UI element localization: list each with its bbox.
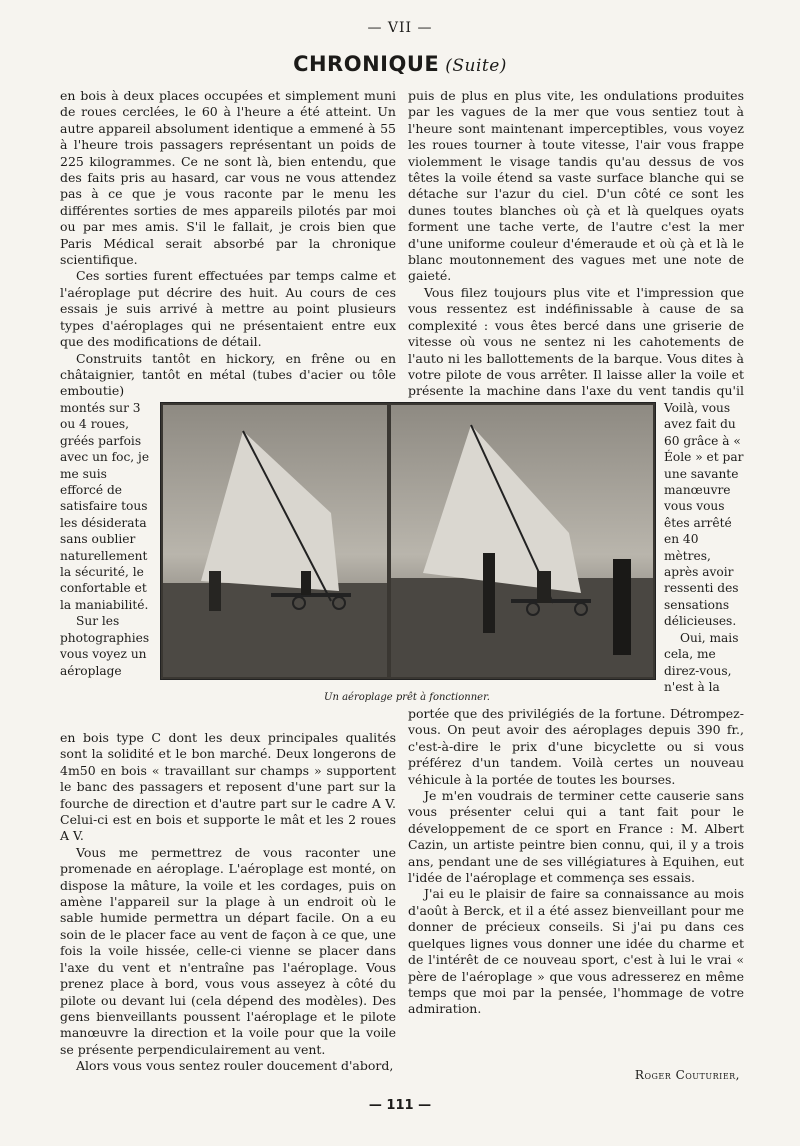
- paragraph: Ces sorties furent effectuées par temps calme et l'aéroplage put décrire des huit. Au cours de ces essais je suis arrivé à mettre au point plusieurs types d'aéroplages qui ne présentaient entre eux que des modifications de détail.: [60, 268, 396, 350]
- left-column-top: [60, 88, 396, 400]
- person-figure: [613, 559, 631, 655]
- left-narrow-column: [60, 400, 152, 679]
- person-figure: [537, 571, 551, 603]
- left-column-bottom: [60, 730, 396, 1075]
- right-photo: [391, 405, 653, 677]
- paragraph: en bois à deux places occupées et simplement muni de roues cerclées, le 60 à l'heure a été atteint. Un autre appareil absolument identique a emmené à 55 à l'heure trois passagers représentant un poids de 225 kilogrammes. Ce ne sont là, bien entendu, que des faits pris au hasard, car vous ne vous attendez pas à ce que je vous raconte par le menu les différentes sorties de mes appareils pilotés par moi ou par mes amis. S'il le fallait, je crois bien que Paris Médical serait absorbé par la chronique scientifique.: [60, 88, 396, 268]
- paragraph: Construits tantôt en hickory, en frêne ou en châtaignier, tantôt en métal (tubes d'acier ou tôle emboutie): [60, 350, 396, 399]
- left-photo: [163, 405, 387, 677]
- paragraph: en bois type C dont les deux principales qualités sont la solidité et le bon marché. Deux longerons de 4m50 en bois « travaillant sur champs » supportent le banc des passagers et reposent d'une part sur la fourche de direction et d'autre part sur le cadre A V. Celui-ci est en bois et supporte le mât et les 2 roues A V.: [60, 730, 396, 844]
- figure-caption: Un aéroplage prêt à fonctionner.: [324, 692, 490, 703]
- title-suffix: (Suite): [445, 56, 507, 76]
- right-column-top: [408, 88, 744, 416]
- paragraph: J'ai eu le plaisir de faire sa connaissance au mois d'août à Berck, et il a été assez bienveillant pour me donner de précieux conseils. Si j'ai pu dans ces quelques lignes vous donner une idée du charme et de l'intérêt de ce nouveau sport, c'est à lui le vrai « père de l'aéroplage » que vous adresserez en même temps que moi par la pensée, l'hommage de votre admiration.: [408, 886, 744, 1017]
- page-number: — 111 —: [368, 1098, 432, 1113]
- right-narrow-column: [664, 400, 744, 695]
- person-figure: [483, 553, 495, 633]
- photograph-figure: [160, 402, 656, 680]
- paragraph: Alors vous vous sentez rouler doucement d'abord,: [76, 1058, 394, 1074]
- author-signature: Roger Couturier,: [634, 1068, 740, 1082]
- photo-illustration: [161, 403, 655, 679]
- paragraph: montés sur 3 ou 4 roues, gréés parfois avec un foc, je me suis efforcé de satisfaire tous les désiderata sans oublier naturellement la sécurité, le confortable et la maniabilité.: [60, 401, 150, 612]
- title-text: CHRONIQUE: [293, 52, 440, 76]
- paragraph: Vous filez toujours plus vite et l'impression que vous ressentez est indéfinissable à cause de sa complexité : vous êtes bercé dans une griserie de vitesse où vous ne sentez ni les cahotements de l'auto ni les ballottements de la barque. Vous dites à votre pilote de vous arrêter. Il laisse aller la voile et présente la machine dans l'axe du vent tandis qu'il: [408, 284, 744, 399]
- paragraph: Voilà, vous avez fait du 60 grâce à « Éole » et par une savante manœuvre vous vous êtes arrêté en 40 mètres, après avoir ressenti des sensations délicieuses.: [664, 401, 744, 629]
- right-column-bottom: [408, 706, 744, 1018]
- person-figure: [301, 571, 311, 595]
- paragraph: Vous me permettrez de vous raconter une promenade en aéroplage. L'aéroplage est monté, on dispose la mâture, la voile et les cordages, puis on amène l'appareil sur la plage à un endroit où le sable humide permettra un départ facile. On a eu soin de le placer face au vent de façon à ce que, une fois la voile hissée, celle-ci vienne se placer dans l'axe du vent et n'entraîne pas l'aéroplage. Vous prenez place à bord, vous vous asseyez à côté du pilote ou devant lui (cela dépend des modèles). Des gens bienveillants poussent l'aéroplage et le pilote manœuvre la direction et la voile pour que la voile se présente perpendiculairement au vent.: [60, 844, 396, 1057]
- paragraph: Sur les photographies vous voyez un aéroplage: [60, 614, 150, 678]
- paragraph: puis de plus en plus vite, les ondulations produites par les vagues de la mer que vous sentiez tout à l'heure sont maintenant imperceptibles, vous voyez les roues tourner à toute vitesse, l'air vous frappe violemment le visage tandis qu'au dessus de vos têtes la voile étend sa vaste surface blanche qui se détache sur l'azur du ciel. D'un côté ce sont les dunes toutes blanches où çà et là quelques oyats forment une tache verte, de l'autre c'est la mer d'une uniforme couleur d'émeraude et où çà et là le blanc moutonnement des vagues met une note de gaieté.: [408, 88, 744, 284]
- person-figure: [209, 571, 221, 611]
- paragraph: Je m'en voudrais de terminer cette causerie sans vous présenter celui qui a tant fait pour le développement de ce sport en France : M. Albert Cazin, un artiste peintre bien connu, qui, il y a trois ans, pendant une de ses villégiatures à Equihen, eut l'idée de l'aéroplage et commença ses essais.: [408, 788, 744, 886]
- folio-roman: — VII —: [367, 20, 433, 36]
- page-title: [0, 52, 800, 76]
- paragraph: Oui, mais cela, me direz-vous, n'est à la: [664, 630, 739, 694]
- paragraph: portée que des privilégiés de la fortune. Détrompez-vous. On peut avoir des aéroplages depuis 390 fr., c'est-à-dire le prix d'une bicyclette ou si vous préférez d'un tandem. Voilà certes un nouveau véhicule à la portée de toutes les bourses.: [408, 706, 744, 787]
